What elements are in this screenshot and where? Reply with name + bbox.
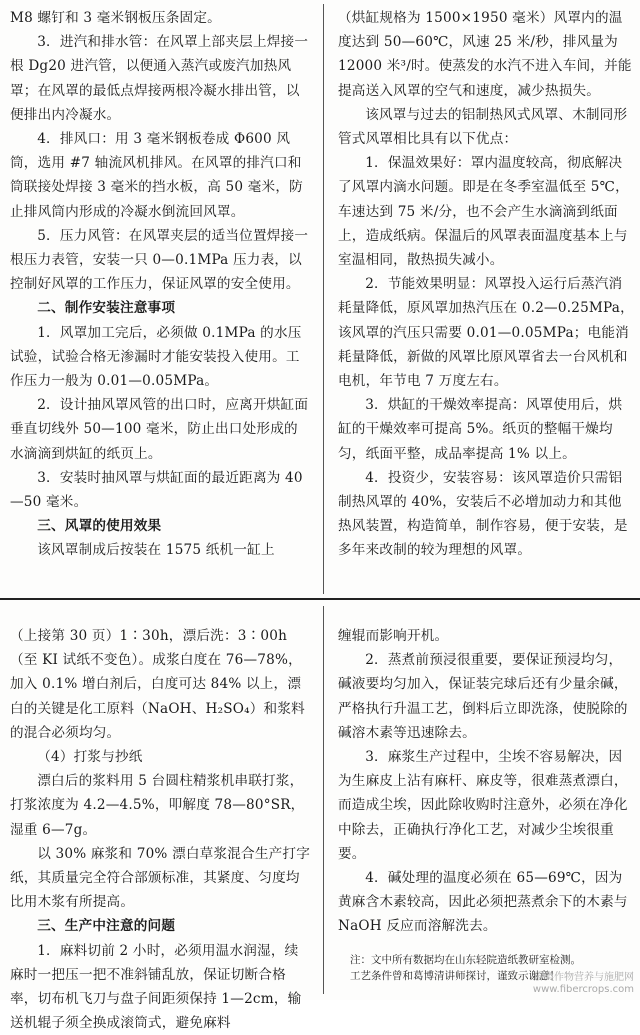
paragraph: 以 30% 麻浆和 70% 漂白草浆混合生产打字纸，其质量完全符合部颁标准，其紧度、匀度均比用木浆有所提高。 (10, 845, 311, 911)
section-heading: 二、制作安装注意事项 (37, 300, 176, 317)
paragraph: 3．烘缸的干燥效率提高：风罩使用后，烘缸的干燥效率可提高 5%。纸页的整幅干燥均匀，纸面平整，成品率提高 1% 以上。 (338, 397, 623, 462)
paragraph: 4．排风口：用 3 毫米钢板卷成 Φ600 风筒，选用 #7 轴流风机排风。在风罩的排汽口和筒联接处焊接 3 毫米的挡水板，高 50 毫米，防止排风筒内形成的冷凝水倒流回风罩。 (10, 131, 303, 220)
section-divider (0, 598, 640, 600)
paragraph: 5．压力风管：在风罩夹层的适当位置焊接一根压力表管，安装一只 0—0.1MPa 压力表，以控制好风罩的工作压力，保证风罩的安全使用。 (10, 227, 309, 293)
paragraph: 3．麻浆生产过程中，尘埃不容易解决，因为生麻皮上沾有麻杆、麻皮等，很难蒸煮漂白，而造成尘埃，因此除收购时注意外，必须在净化中除去，正确执行净化工艺，对减少尘埃很重要。 (338, 749, 628, 862)
paragraph: 4．投资少，安装容易：该风罩造价只需铝制热风罩的 40%，安装后不必增加动力和其他热风装置，构造简单，制作容易，便于安装，是多年来改制的较为理想的风罩。 (338, 469, 628, 559)
footnote-line: 注：文中所有数据均在山东轻院造纸教研室检测。 (350, 954, 581, 966)
column-divider (323, 4, 324, 594)
paragraph: 1．麻料切前 2 小时，必须用温水润湿，续麻时一把压一把不准斜铺乱放，保证切断合格率，切布机飞刀与盘子间距须保持 1—2cm，输送机辊子须全换成滚筒式，避免麻料 (10, 942, 302, 1032)
paragraph: 1．保温效果好：罩内温度较高，彻底解决了风罩内滴水问题。即是在冬季室温低至 5℃，车速达到 75 米/分，也不会产生水滴滴到纸面上，造成纸病。保温后的风罩表面温度基本上与室温相同，散热损失减小。 (338, 155, 629, 269)
column-divider (323, 606, 324, 994)
section-heading: 三、生产中注意的问题 (37, 918, 176, 935)
lower-left-column (10, 624, 310, 1035)
site-watermark (533, 972, 634, 996)
paragraph: 1．风罩加工完后，必须做 0.1MPa 的水压试验，试验合格无渗漏时才能安装投入使用。工作压力一般为 0.01—0.05MPa。 (10, 324, 302, 390)
paragraph: （4）打浆与抄纸 (37, 749, 143, 766)
footnote-line: 工艺条件曾和葛博清讲师探讨，谨致示谢意！ (350, 970, 560, 982)
paragraph: 该风罩与过去的铝制热风式风罩、木制同形管式风罩相比具有以下优点： (338, 106, 628, 148)
paragraph: 3．安装时抽风罩与烘缸面的最近距离为 40—50 毫米。 (10, 469, 303, 511)
upper-right-column (338, 6, 634, 563)
section-heading: 三、风罩的使用效果 (37, 518, 162, 535)
paragraph: 2．设计抽风罩风管的出口时，应离开烘缸面垂直切线外 50—100 毫米，防止出口处形成的水滴滴到烘缸的纸页上。 (10, 397, 309, 462)
watermark-line: www.fibercrops.com (532, 984, 634, 995)
paragraph: 4．碱处理的温度必须在 65—69℃，因为黄麻含木素较高，因此必须把蒸煮余下的木素与 NaOH 反应而溶解洗去。 (338, 870, 628, 935)
paragraph: （上接第 30 页）1∶30h，漂后洗：3∶00h（至 KI 试纸不变色）。成浆白度在 76—78%，加入 0.1% 增白剂后，白度可达 84% 以上，漂白的关键是化工原料（NaOH、H₂SO₄）和浆料的混合必须均匀。 (10, 628, 305, 741)
watermark-line: 麻类作物营养与施肥网 (534, 972, 634, 983)
paragraph: （烘缸规格为 1500×1950 毫米）风罩内的温度达到 50—60℃，风速 25 米/秒，排风量为 12000 米³/时。使蒸发的水汽不进入车间，并能提高送入风罩的空气和速度，减少热损失。 (338, 10, 632, 99)
paragraph: 漂白后的浆料用 5 台圆柱精浆机串联打浆，打浆浓度为 4.2—4.5%，叩解度 78—80°SR，湿重 6—7g。 (10, 773, 305, 838)
paragraph: 缠辊而影响开机。 (338, 628, 449, 644)
paragraph: 2．蒸煮前预浸很重要，要保证预浸均匀，碱液要均匀加入，保证装完球后还有少量余碱，严格执行升温工艺，倒料后立即洗涤，使脱除的碱溶木素等迅速除去。 (338, 652, 628, 741)
paragraph: 2．节能效果明显：风罩投入运行后蒸汽消耗量降低，原风罩加热汽压在 0.2—0.25MPa，该风罩的汽压只需要 0.01—0.05MPa；电能消耗量降低，新做的风罩比原风罩省去一台风机和电机，年节电 7 万度左右。 (338, 276, 634, 390)
upper-left-column (10, 6, 310, 563)
paragraph: M8 螺钉和 3 毫米钢板压条固定。 (10, 10, 221, 26)
lower-right-column (338, 624, 634, 939)
paragraph: 该风罩制成后按装在 1575 纸机一缸上 (37, 542, 275, 559)
paragraph: 3．进汽和排水管：在风罩上部夹层上焊接一根 Dg20 进汽管，以便通入蒸汽或废汽加热风罩；在风罩的最低点焊接两根冷凝水排出管，以便排出内冷凝水。 (10, 34, 309, 123)
